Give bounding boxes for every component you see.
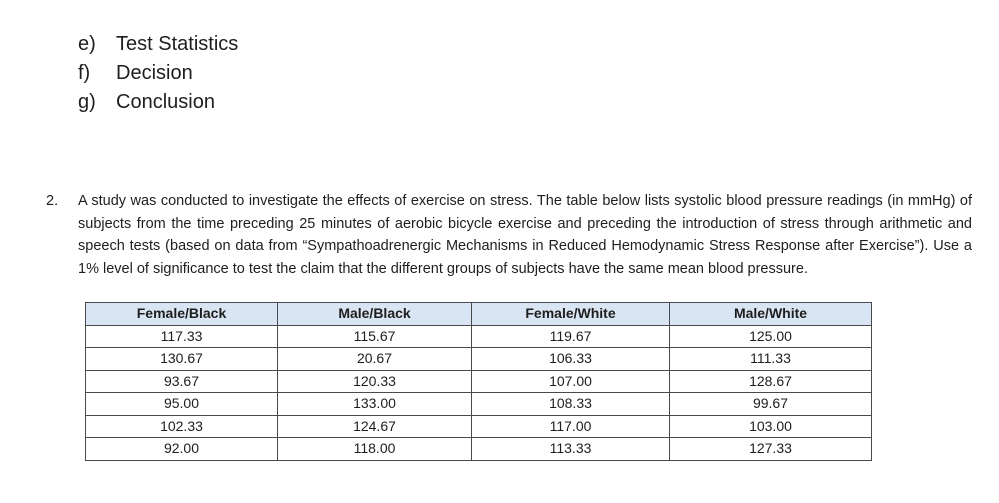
table-header-row xyxy=(86,303,872,326)
column-header-male-white: Male/White xyxy=(670,303,872,326)
step-marker: e) xyxy=(78,33,96,55)
step-marker: f) xyxy=(78,62,91,84)
table-cell: 120.33 xyxy=(278,370,472,393)
step-item xyxy=(78,88,238,117)
table-cell: 99.67 xyxy=(670,393,872,416)
column-header-male-black: Male/Black xyxy=(278,303,472,326)
step-marker: g) xyxy=(78,91,96,113)
table-cell: 117.33 xyxy=(86,325,278,348)
step-item xyxy=(78,59,238,88)
question-number: 2. xyxy=(46,193,59,209)
table-row xyxy=(86,415,872,438)
table-cell: 119.67 xyxy=(472,325,670,348)
table-cell: 113.33 xyxy=(472,438,670,461)
question-text: A study was conducted to investigate the effects of exercise on stress. The table below lists systolic blood pressure readings (in mmHg) of subjects from the time preceding 25 minutes of aerobic bicycle exercise and preceding the introduction of stress through arithmetic and speech tests (based on data from “Sympathoadrenergic Mechanisms in Reduced Hemodynamic Stress Response after Exercise”). Use a 1% level of significance to test the claim that the different groups of subjects have the same mean blood pressure. xyxy=(78,193,972,277)
table-cell: 124.67 xyxy=(278,415,472,438)
step-list xyxy=(78,30,238,117)
table-cell: 106.33 xyxy=(472,348,670,371)
table-row xyxy=(86,325,872,348)
blood-pressure-table xyxy=(85,302,872,461)
table-cell: 127.33 xyxy=(670,438,872,461)
table-cell: 108.33 xyxy=(472,393,670,416)
table-cell: 133.00 xyxy=(278,393,472,416)
table-row xyxy=(86,370,872,393)
table-cell: 117.00 xyxy=(472,415,670,438)
column-header-female-black: Female/Black xyxy=(86,303,278,326)
table-cell: 103.00 xyxy=(670,415,872,438)
column-header-female-white: Female/White xyxy=(472,303,670,326)
table-cell: 102.33 xyxy=(86,415,278,438)
step-label: Conclusion xyxy=(116,91,215,113)
table-cell: 130.67 xyxy=(86,348,278,371)
table-cell: 92.00 xyxy=(86,438,278,461)
table-cell: 111.33 xyxy=(670,348,872,371)
table-cell: 20.67 xyxy=(278,348,472,371)
table-cell: 125.00 xyxy=(670,325,872,348)
table-row xyxy=(86,393,872,416)
question-block xyxy=(46,190,972,280)
step-label: Test Statistics xyxy=(116,33,239,55)
table-row xyxy=(86,438,872,461)
table-cell: 107.00 xyxy=(472,370,670,393)
table-cell: 95.00 xyxy=(86,393,278,416)
table-cell: 115.67 xyxy=(278,325,472,348)
table-cell: 128.67 xyxy=(670,370,872,393)
table-cell: 93.67 xyxy=(86,370,278,393)
table-row xyxy=(86,348,872,371)
table-cell: 118.00 xyxy=(278,438,472,461)
step-label: Decision xyxy=(116,62,193,84)
step-item xyxy=(78,30,238,59)
